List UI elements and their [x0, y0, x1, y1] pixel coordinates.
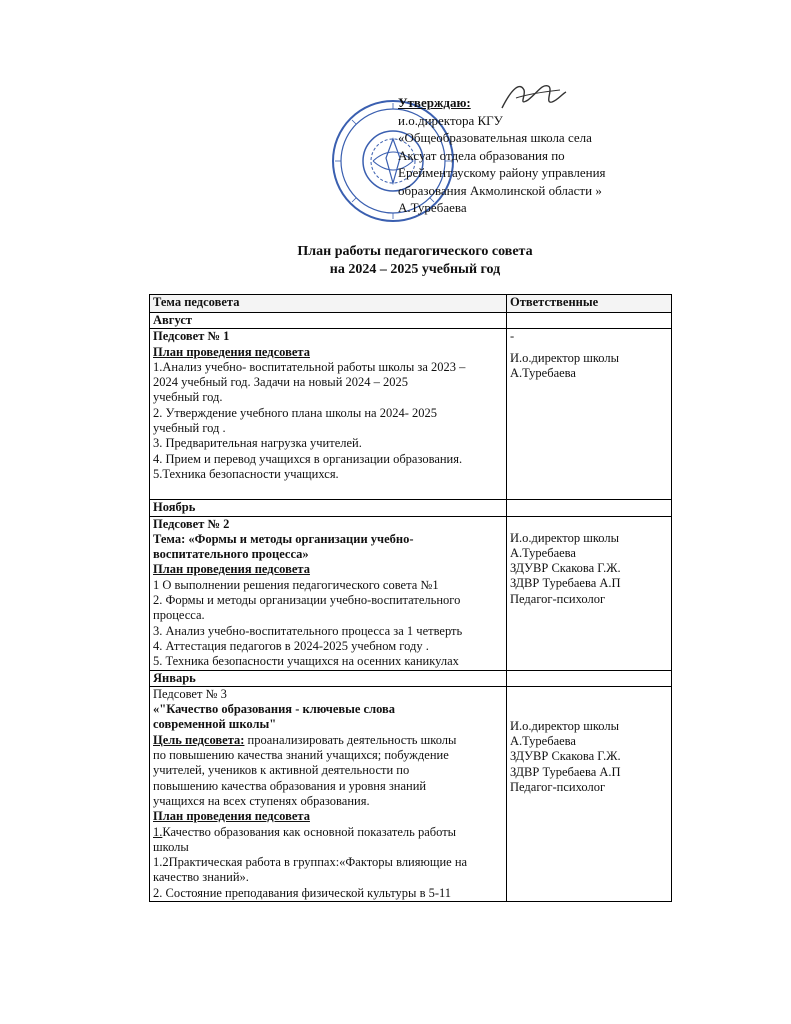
column-header-topic: Тема педсовета — [150, 295, 507, 313]
agenda-line: школы — [153, 839, 189, 854]
council-row — [150, 329, 672, 500]
responsible-line: Педагог-психолог — [510, 591, 606, 606]
council-row — [150, 516, 672, 670]
approval-heading: Утверждаю: — [398, 95, 471, 110]
responsible-line: ЗДУВР Скакова Г.Ж. — [510, 561, 621, 576]
agenda-line: 1 О выполнении решения педагогического совета №1 — [153, 577, 439, 592]
approval-line: образования Акмолинской области » — [398, 182, 602, 198]
council-theme: современной школы" — [153, 717, 277, 732]
goal-line: учащихся на всех ступенях образования. — [153, 793, 370, 808]
month-label: Август — [150, 313, 507, 329]
responsible-cell — [507, 516, 672, 670]
goal-line: повышению качества образования и уровня знаний — [153, 778, 427, 793]
goal-text: проанализировать деятельность школы — [244, 732, 457, 747]
agenda-number: 1. — [153, 824, 163, 839]
title-line: на 2024 – 2025 учебный год — [329, 262, 501, 277]
council-number: Педсовет № 2 — [153, 516, 230, 531]
month-label: Ноябрь — [150, 500, 507, 516]
council-topic-cell — [150, 516, 507, 670]
agenda-line: 1.2Практическая работа в группах:«Факторы влияющие на — [153, 855, 468, 870]
council-theme: воспитательного процесса» — [153, 547, 309, 562]
council-theme: «"Качество образования - ключевые слова — [153, 702, 396, 717]
agenda-line — [153, 825, 503, 840]
title-line: План работы педагогического совета — [297, 244, 533, 259]
approval-line: Ерейментаускому району управления — [398, 165, 606, 180]
document-title — [150, 243, 680, 279]
goal-line: по повышению качества знаний учащихся; побуждение — [153, 748, 449, 763]
plan-table — [149, 294, 672, 902]
agenda-line: 5. Техника безопасности учащихся на осенних каникулах — [153, 654, 459, 669]
plan-label: План проведения педсовета — [153, 344, 310, 359]
table-header-row — [150, 295, 672, 313]
agenda-line: 4. Аттестация педагогов в 2024-2025 учебном году . — [153, 638, 429, 653]
approval-block — [398, 94, 668, 217]
agenda-line: учебный год . — [153, 421, 226, 436]
month-row — [150, 670, 672, 686]
agenda-line: 4. Прием и перевод учащихся в организации образования. — [153, 451, 463, 466]
council-topic-cell — [150, 329, 507, 500]
responsible-cell — [507, 686, 672, 901]
agenda-line: 2. Формы и методы организации учебно-воспитательного — [153, 593, 461, 608]
approval-line: А.Туребаева — [398, 200, 467, 215]
responsible-line: ЗДВР Туребаева А.П — [510, 764, 621, 779]
responsible-mark: - — [510, 329, 515, 344]
responsible-line: И.о.директор школы — [510, 350, 619, 365]
month-label: Январь — [150, 670, 507, 686]
approval-line: и.о.директора КГУ — [398, 112, 503, 128]
responsible-cell — [507, 329, 672, 500]
responsible-line: Педагог-психолог — [510, 780, 606, 795]
council-number: Педсовет № 1 — [153, 329, 230, 344]
council-topic-cell — [150, 686, 507, 901]
goal-line: учителей, учеников к активной деятельности по — [153, 763, 410, 778]
goal-label: Цель педсовета: — [153, 732, 245, 747]
agenda-line: 3. Анализ учебно-воспитательного процесса за 1 четверть — [153, 623, 463, 638]
responsible-line: ЗДУВР Скакова Г.Ж. — [510, 749, 621, 764]
agenda-line: 2024 учебный год. Задачи на новый 2024 – 2025 — [153, 375, 409, 390]
plan-label: План проведения педсовета — [153, 809, 310, 824]
responsible-line: А.Туребаева — [510, 545, 576, 560]
month-row — [150, 313, 672, 329]
agenda-line: учебный год. — [153, 390, 223, 405]
plan-label: План проведения педсовета — [153, 562, 310, 577]
approval-line: Аксуат отдела образования по — [398, 147, 565, 163]
month-row — [150, 500, 672, 516]
council-theme: Тема: «Формы и методы организации учебно- — [153, 531, 414, 546]
responsible-line: И.о.директор школы — [510, 718, 619, 733]
agenda-line: процесса. — [153, 608, 205, 623]
responsible-line: А.Туребаева — [510, 365, 576, 380]
responsible-line: А.Туребаева — [510, 734, 576, 749]
agenda-line: 3. Предварительная нагрузка учителей. — [153, 436, 362, 451]
responsible-line: И.о.директор школы — [510, 530, 619, 545]
agenda-line: 5.Техника безопасности учащихся. — [153, 466, 339, 481]
agenda-line: 2. Состояние преподавания физической культуры в 5-11 — [153, 885, 452, 900]
agenda-line: 2. Утверждение учебного плана школы на 2024- 2025 — [153, 405, 438, 420]
responsible-line: ЗДВР Туребаева А.П — [510, 576, 621, 591]
council-row — [150, 686, 672, 901]
council-number: Педсовет № 3 — [153, 686, 227, 701]
agenda-line: качество знаний». — [153, 870, 249, 885]
agenda-line: 1.Анализ учебно- воспитательной работы школы за 2023 – — [153, 359, 466, 374]
column-header-responsible: Ответственные — [507, 295, 672, 313]
agenda-text: Качество образования как основной показатель работы — [162, 824, 457, 839]
goal-paragraph — [153, 733, 503, 748]
approval-line: «Общеобразовательная школа села — [398, 130, 592, 145]
